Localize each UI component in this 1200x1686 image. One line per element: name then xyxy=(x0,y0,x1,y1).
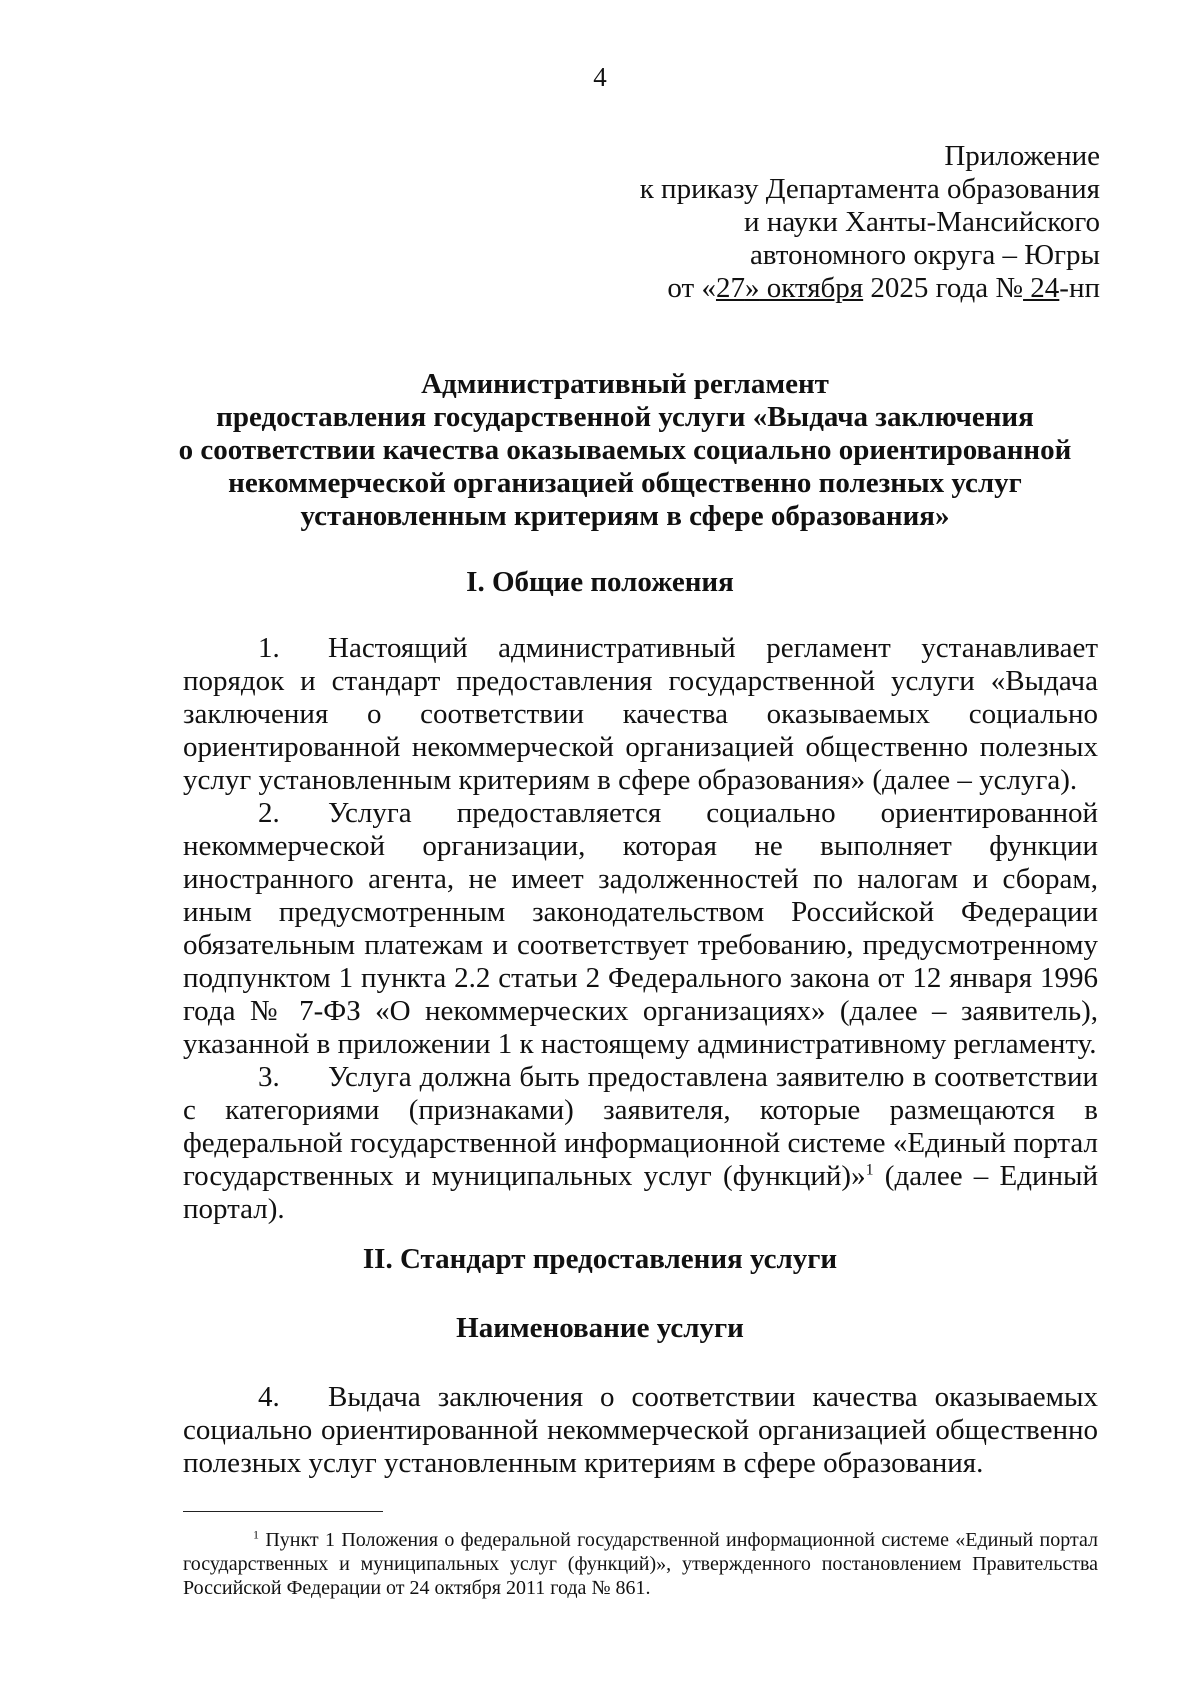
paragraph-4-text: Выдача заключения о соответствии качества оказываемых социально ориентированной некоммерческой организацией общественно полезных услуг установленным критериям в сфере образования. xyxy=(183,1381,1098,1479)
paragraph-3-text-b: (далее – Единый портал). xyxy=(183,1160,1099,1225)
paragraph-3 xyxy=(183,1061,1098,1226)
title-line-4: некоммерческой организацией общественно полезных услуг xyxy=(228,467,1022,499)
appendix-line-1: Приложение xyxy=(944,140,1100,172)
paragraph-1-number: 1. xyxy=(258,632,280,664)
order-suffix: -нп xyxy=(1059,272,1100,304)
date-month: октября xyxy=(759,272,864,304)
appendix-line-2: к приказу Департамента образования xyxy=(639,173,1100,205)
date-day: 27 xyxy=(715,272,745,304)
footnote-text: Пункт 1 Положения о федеральной государственной информационной системе «Единый портал государственных и муниципальных услуг (функций)», утвержденного постановлением Правительства Российской Федерации от 24 октября 2011 года № 861. xyxy=(183,1529,1098,1599)
paragraph-2 xyxy=(183,797,1098,1061)
title-line-5: установленным критериям в сфере образования» xyxy=(300,500,950,532)
paragraph-2-number: 2. xyxy=(258,797,280,829)
paragraph-4-number: 4. xyxy=(258,1381,280,1413)
section-1-body xyxy=(183,632,1098,1226)
date-year: 2025 года № xyxy=(863,272,1024,304)
paragraph-4 xyxy=(183,1381,1098,1480)
title-line-2: предоставления государственной услуги «Выдача заключения xyxy=(216,401,1034,433)
document-title xyxy=(150,368,1100,533)
order-number: 24 xyxy=(1023,272,1060,304)
date-prefix: от « xyxy=(667,272,716,304)
footnote-mark: 1 xyxy=(253,1527,259,1542)
paragraph-3-number: 3. xyxy=(258,1061,280,1093)
section-2-body xyxy=(183,1381,1098,1480)
page-number: 4 xyxy=(593,62,607,92)
appendix-block xyxy=(540,140,1100,305)
footnote xyxy=(183,1528,1098,1600)
title-line-1: Административный регламент xyxy=(421,368,829,400)
appendix-date-line xyxy=(540,272,1100,305)
paragraph-1-text: Настоящий административный регламент устанавливает порядок и стандарт предоставления государственной услуги «Выдача заключения о соответствии качества оказываемых социально ориентированной некоммерческой организацией общественно полезных услуг установленным критериям в сфере образования» (далее – услуга). xyxy=(183,632,1098,796)
paragraph-1 xyxy=(183,632,1098,797)
subsection-heading: Наименование услуги xyxy=(456,1312,744,1344)
section-2-heading: II. Стандарт предоставления услуги xyxy=(362,1243,838,1275)
date-day-close: » xyxy=(744,272,760,304)
footnote-divider xyxy=(183,1511,383,1512)
footnote-reference: 1 xyxy=(865,1161,874,1179)
section-1-heading: I. Общие положения xyxy=(466,566,734,598)
paragraph-2-text: Услуга предоставляется социально ориентированной некоммерческой организации, которая не выполняет функции иностранного агента, не имеет задолженностей по налогам и сборам, иным предусмотренным законодательством Российской Федерации обязательным платежам и соответствует требованию, предусмотренному подпунктом 1 пункта 2.2 статьи 2 Федерального закона от 12 января 1996 года № 7-ФЗ «О некоммерческих организациях» (далее – заявитель), указанной в приложении 1 к настоящему административному регламенту. xyxy=(183,797,1098,1060)
paragraph-3-text-a: Услуга должна быть предоставлена заявителю в соответствии с категориями (признаками) заявителя, которые размещаются в федеральной государственной информационной системе «Единый портал государственных и муниципальных услуг (функций)» xyxy=(183,1061,1098,1192)
appendix-line-3: и науки Ханты-Мансийского xyxy=(744,206,1100,238)
title-line-3: о соответствии качества оказываемых социально ориентированной xyxy=(178,434,1072,466)
appendix-line-4: автономного округа – Югры xyxy=(749,239,1100,271)
